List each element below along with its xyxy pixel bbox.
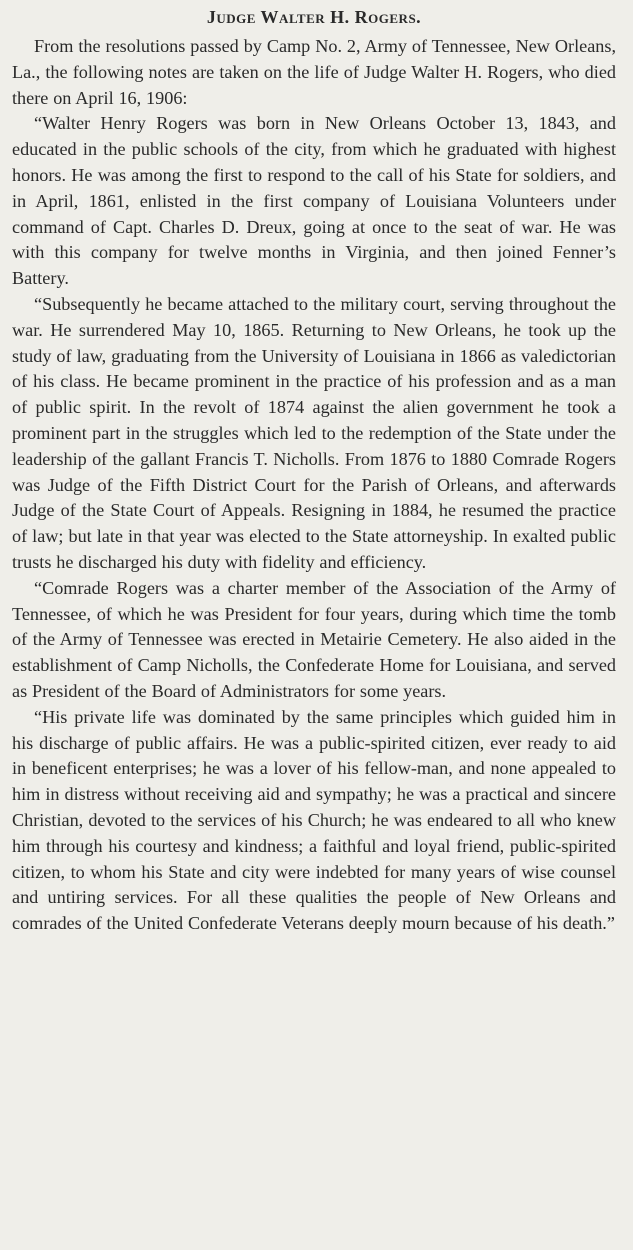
paragraph-intro: From the resolutions passed by Camp No. 2, Army of Tennessee, New Orleans, La., the following notes are taken on the life of Judge Walter H. Rogers, who died there on April 16, 1906:: [12, 36, 616, 108]
paragraph-career: “Subsequently he became attached to the military court, serving throughout the war. He surrendered May 10, 1865. Returning to New Orleans, he took up the study of law, graduating from the University of Louisiana in 1866 as valedictorian of his class. He became prominent in the practice of his profession and as a man of public spirit. In the revolt of 1874 against the alien government he took a prominent part in the struggles which led to the redemption of the State under the leadership of the gallant Francis T. Nicholls. From 1876 to 1880 Comrade Rogers was Judge of the Fifth District Court for the Parish of Orleans, and afterwards Judge of the State Court of Appeals. Resigning in 1884, he resumed the practice of law; but late in that year was elected to the State attorneyship. In exalted public trusts he discharged his duty with fidelity and efficiency.: [12, 293, 616, 572]
paragraph-association: “Comrade Rogers was a charter member of the Association of the Army of Tennessee, of which he was President for four years, during which time the tomb of the Army of Tennessee was erected in Metairie Cemetery. He also aided in the establishment of Camp Nicholls, the Confederate Home for Louisiana, and served as President of the Board of Administrators for some years.: [12, 577, 616, 701]
paragraph-early-life: “Walter Henry Rogers was born in New Orleans October 13, 1843, and educated in the public schools of the city, from which he graduated with highest honors. He was among the first to respond to the call of his State for soldiers, and in April, 1861, enlisted in the first company of Louisiana Volunteers under command of Capt. Charles D. Dreux, going at once to the seat of war. He was with this company for twelve months in Virginia, and then joined Fenner’s Battery.: [12, 113, 616, 289]
paragraph-private-life: “His private life was dominated by the same principles which guided him in his discharge of public affairs. He was a public-spirited citizen, ever ready to aid in beneficent enterprises; he was a lover of his fellow-man, and none appealed to him in distress without receiving aid and sympathy; he was a practical and sincere Christian, devoted to the services of his Church; he was endeared to all who knew him through his courtesy and kindness; a faithful and loyal friend, public-spirited citizen, to whom his State and city were indebted for many years of wise counsel and untiring services. For all these qualities the people of New Orleans and comrades of the United Confederate Veterans deeply mourn because of his death.”: [12, 706, 616, 934]
article-title: Judge Walter H. Rogers.: [206, 7, 422, 27]
